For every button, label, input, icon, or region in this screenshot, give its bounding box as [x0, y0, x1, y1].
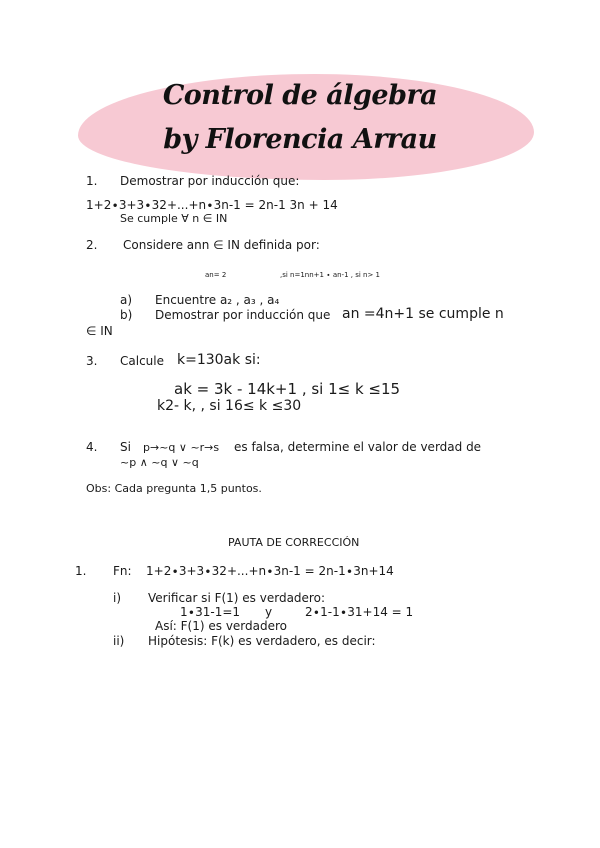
q2b-text: Demostrar por inducción que [155, 308, 331, 322]
correction-item-number: 1. [75, 564, 87, 578]
correction-heading: PAUTA DE CORRECCIÓN [228, 536, 360, 549]
step-i-formula-left: 1∙31-1=1 [180, 605, 241, 619]
q2a-text: Encuentre a₂ , a₃ , a₄ [155, 293, 280, 307]
q2-prompt: Considere ann ∈ IN definida por: [123, 238, 320, 252]
q4-prompt-start: Si [120, 440, 131, 454]
correction-fn-label: Fn: [113, 564, 132, 578]
q2b-label: b) [120, 308, 133, 322]
page-title: Control de álgebra [162, 80, 438, 111]
q2b-tail: ∈ IN [86, 324, 113, 338]
q4-prompt-formula: p→~q ∨ ~r→s [143, 441, 220, 454]
q3-case-line-2: k2- k, , si 16≤ k ≤30 [157, 398, 302, 414]
obs-note: Obs: Cada pregunta 1,5 puntos. [86, 482, 262, 495]
step-i-formula-right: 2∙1-1∙31+14 = 1 [305, 605, 414, 619]
q3-case-line-1: ak = 3k - 14k+1 , si 1≤ k ≤15 [174, 380, 401, 398]
q1-condition: Se cumple ∀ n ∈ IN [120, 212, 228, 225]
q3-number: 3. [86, 354, 98, 368]
step-ii-text: Hipótesis: F(k) es verdadero, es decir: [148, 634, 376, 648]
correction-fn-formula: 1+2∙3+3∙32+...+n∙3n-1 = 2n-1∙3n+14 [146, 564, 394, 578]
step-i-text: Verificar si F(1) es verdadero: [148, 591, 325, 605]
step-ii-label: ii) [113, 634, 125, 648]
q1-formula: 1+2∙3+3∙32+...+n∙3n-1 = 2n-1 3n + 14 [86, 198, 338, 212]
q2-definition-right: ,si n=1nn+1 ∙ an-1 , si n> 1 [280, 271, 380, 279]
step-i-conclusion: Así: F(1) es verdadero [155, 619, 288, 633]
q4-number: 4. [86, 440, 98, 454]
q4-formula-line-2: ~p ∧ ~q ∨ ~q [120, 456, 199, 469]
q2-number: 2. [86, 238, 98, 252]
q2b-formula: an =4n+1 se cumple n [342, 306, 504, 322]
q3-prompt-formula: k=130ak si: [177, 352, 261, 368]
q3-prompt: Calcule [120, 354, 164, 368]
step-i-formula-mid: y [265, 605, 273, 619]
step-i-label: i) [113, 591, 122, 605]
q1-prompt: Demostrar por inducción que: [120, 174, 300, 188]
q2-definition-left: an= 2 [205, 271, 227, 279]
q4-prompt-end: es falsa, determine el valor de verdad de [234, 440, 482, 454]
page-subtitle-author: by Florencia Arrau [163, 124, 437, 155]
q2a-label: a) [120, 293, 133, 307]
q1-number: 1. [86, 174, 98, 188]
